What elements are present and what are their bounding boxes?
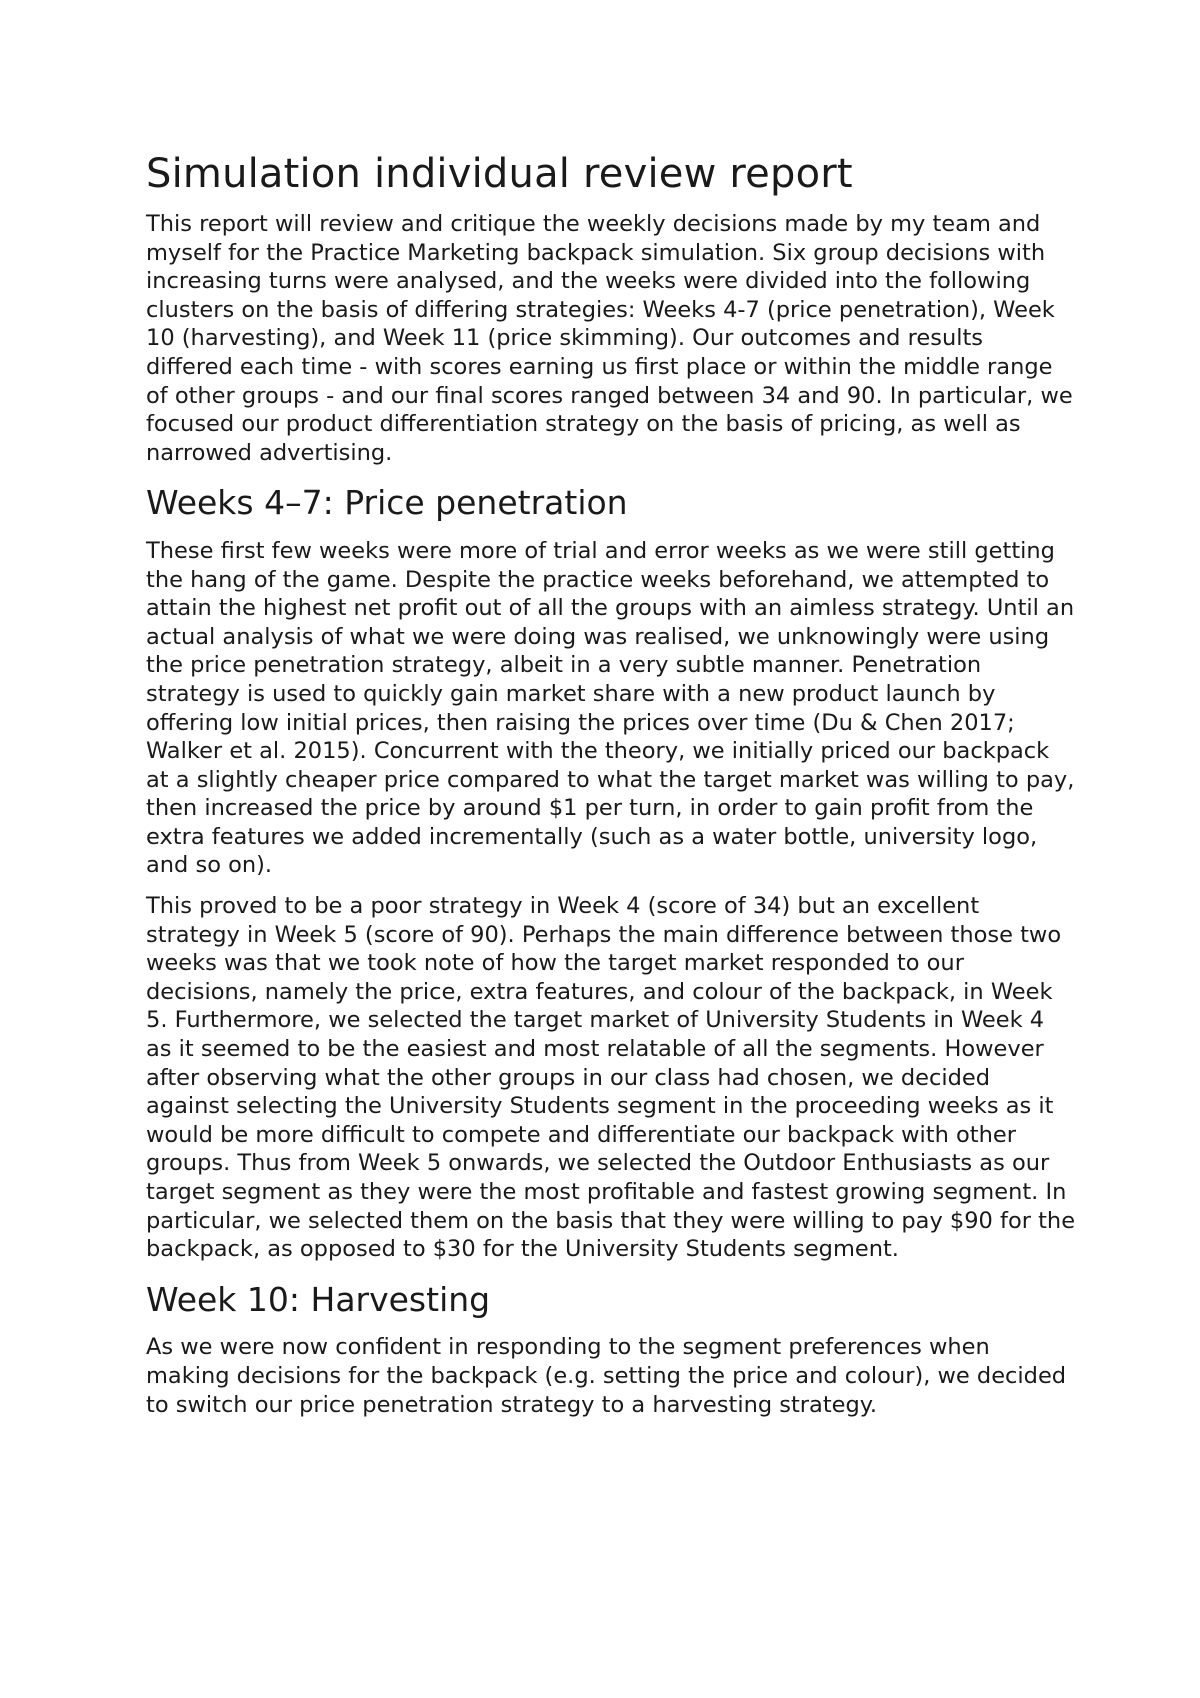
section-paragraph: This proved to be a poor strategy in Week 4 (score of 34) but an excellent strategy in Week 5 (score of 90). Perhaps the main difference between those two weeks was that we took note of how the target market responded to our decisions, namely the price, extra features, and colour of the backpack, in Week 5. Furthermore, we selected the target market of University Students in Week 4 as it seemed to be the easiest and most relatable of all the segments. However after observing what the other groups in our class had chosen, we decided against selecting the University Students segment in the proceeding weeks as it would be more difficult to compete and differentiate our backpack with other groups. Thus from Week 5 onwards, we selected the Outdoor Enthusiasts as our target segment as they were the most profitable and fastest growing segment. In particular, we selected them on the basis that they were willing to pay $90 for the backpack, as opposed to $30 for the University Students segment. xyxy=(146,893,1076,1263)
section-heading-harvesting: Week 10: Harvesting xyxy=(146,1279,491,1319)
document-title: Simulation individual review report xyxy=(146,151,853,197)
section-heading-price-penetration: Weeks 4–7: Price penetration xyxy=(146,483,628,523)
section-paragraph: These first few weeks were more of trial and error weeks as we were still getting the hang of the game. Despite the practice weeks beforehand, we attempted to attain the highest net profit out of all the groups with an aimless strategy. Until an actual analysis of what we were doing was realised, we unknowingly were using the price penetration strategy, albeit in a very subtle manner. Penetration strategy is used to quickly gain market share with a new product launch by offering low initial prices, then raising the prices over time (Du & Chen 2017; Walker et al. 2015). Concurrent with the theory, we initially priced our backpack at a slightly cheaper price compared to what the target market was willing to pay, then increased the price by around $1 per turn, in order to gain profit from the extra features we added incrementally (such as a water bottle, university logo, and so on). xyxy=(146,537,1075,879)
document-page xyxy=(146,150,1076,1431)
intro-paragraph: This report will review and critique the weekly decisions made by my team and myself for the Practice Marketing backpack simulation. Six group decisions with increasing turns were analysed, and the weeks were divided into the following clusters on the basis of differing strategies: Weeks 4-7 (price penetration), Week 10 (harvesting), and Week 11 (price skimming). Our outcomes and results differed each time - with scores earning us first place or within the middle range of other groups - and our final scores ranged between 34 and 90. In particular, we focused our product differentiation strategy on the basis of pricing, as well as narrowed advertising. xyxy=(146,211,1073,466)
section-paragraph: As we were now confident in responding to the segment preferences when making decisions for the backpack (e.g. setting the price and colour), we decided to switch our price penetration strategy to a harvesting strategy. xyxy=(146,1334,1067,1418)
